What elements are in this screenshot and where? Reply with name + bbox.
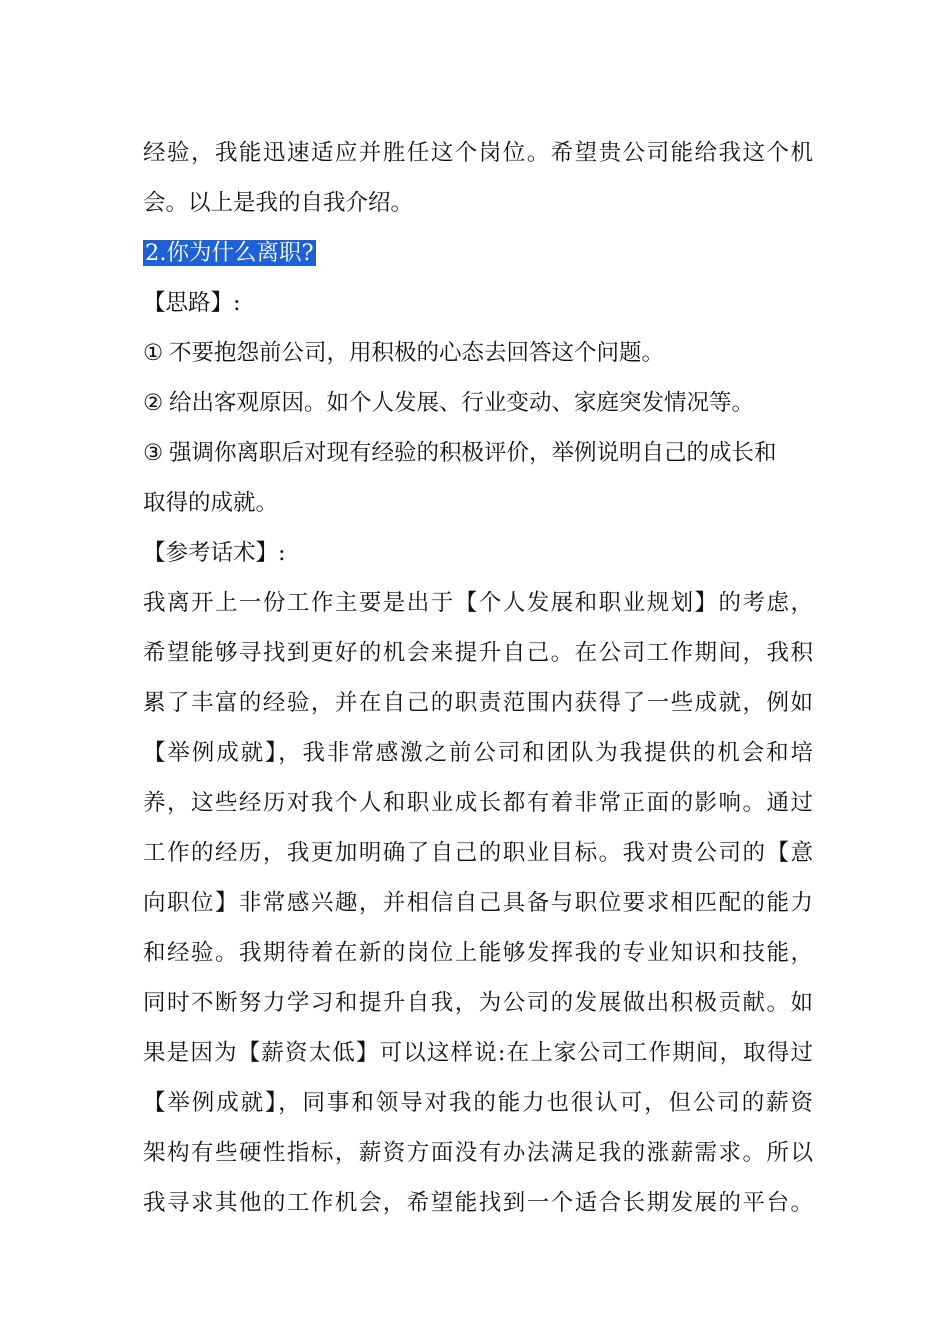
approach-item xyxy=(143,328,813,378)
reference-line: 向职位】非常感兴趣，并相信自己具备与职位要求相匹配的能力 xyxy=(143,890,813,916)
approach-item-continuation: 取得的成就。 xyxy=(143,490,279,516)
reference-line: 架构有些硬性指标，薪资方面没有办法满足我的涨薪需求。所以 xyxy=(143,1140,813,1166)
paragraph-line: 经验，我能迅速适应并胜任这个岗位。希望贵公司能给我这个机 xyxy=(143,140,813,166)
reference-line: 和经验。我期待着在新的岗位上能够发挥我的专业知识和技能， xyxy=(143,940,813,966)
reference-line: 工作的经历，我更加明确了自己的职业目标。我对贵公司的【意 xyxy=(143,840,813,866)
approach-item-text: 给出客观原因。如个人发展、行业变动、家庭突发情况等。 xyxy=(169,390,755,416)
document-body xyxy=(143,128,813,1228)
circled-number-1: ① xyxy=(143,340,164,366)
reference-line: 我寻求其他的工作机会，希望能找到一个适合长期发展的平台。 xyxy=(143,1190,813,1216)
reference-line: 养，这些经历对我个人和职业成长都有着非常正面的影响。通过 xyxy=(143,790,813,816)
approach-item xyxy=(143,378,813,428)
question-heading xyxy=(143,228,813,278)
reference-line: 果是因为【薪资太低】可以这样说:在上家公司工作期间，取得过 xyxy=(143,1040,813,1066)
reference-line: 希望能够寻找到更好的机会来提升自己。在公司工作期间，我积 xyxy=(143,640,813,666)
reference-label: 【参考话术】: xyxy=(143,540,286,566)
reference-line: 【举例成就】，同事和领导对我的能力也很认可，但公司的薪资 xyxy=(143,1090,813,1116)
reference-line: 我离开上一份工作主要是出于【个人发展和职业规划】的考虑， xyxy=(143,590,813,616)
circled-number-3: ③ xyxy=(143,440,164,466)
approach-item-text: 强调你离职后对现有经验的积极评价，举例说明自己的成长和 xyxy=(169,440,777,466)
approach-label: 【思路】: xyxy=(143,290,241,316)
question-title-selected[interactable]: 2.你为什么离职? xyxy=(145,240,314,266)
reference-line: 同时不断努力学习和提升自我，为公司的发展做出积极贡献。如 xyxy=(143,990,813,1016)
reference-line: 【举例成就】，我非常感激之前公司和团队为我提供的机会和培 xyxy=(143,740,813,766)
approach-item-text: 不要抱怨前公司，用积极的心态去回答这个问题。 xyxy=(169,340,665,366)
approach-item xyxy=(143,428,813,478)
circled-number-2: ② xyxy=(143,390,164,416)
paragraph-line: 会。以上是我的自我介绍。 xyxy=(143,190,414,216)
reference-line: 累了丰富的经验，并在自己的职责范围内获得了一些成就，例如 xyxy=(143,690,813,716)
